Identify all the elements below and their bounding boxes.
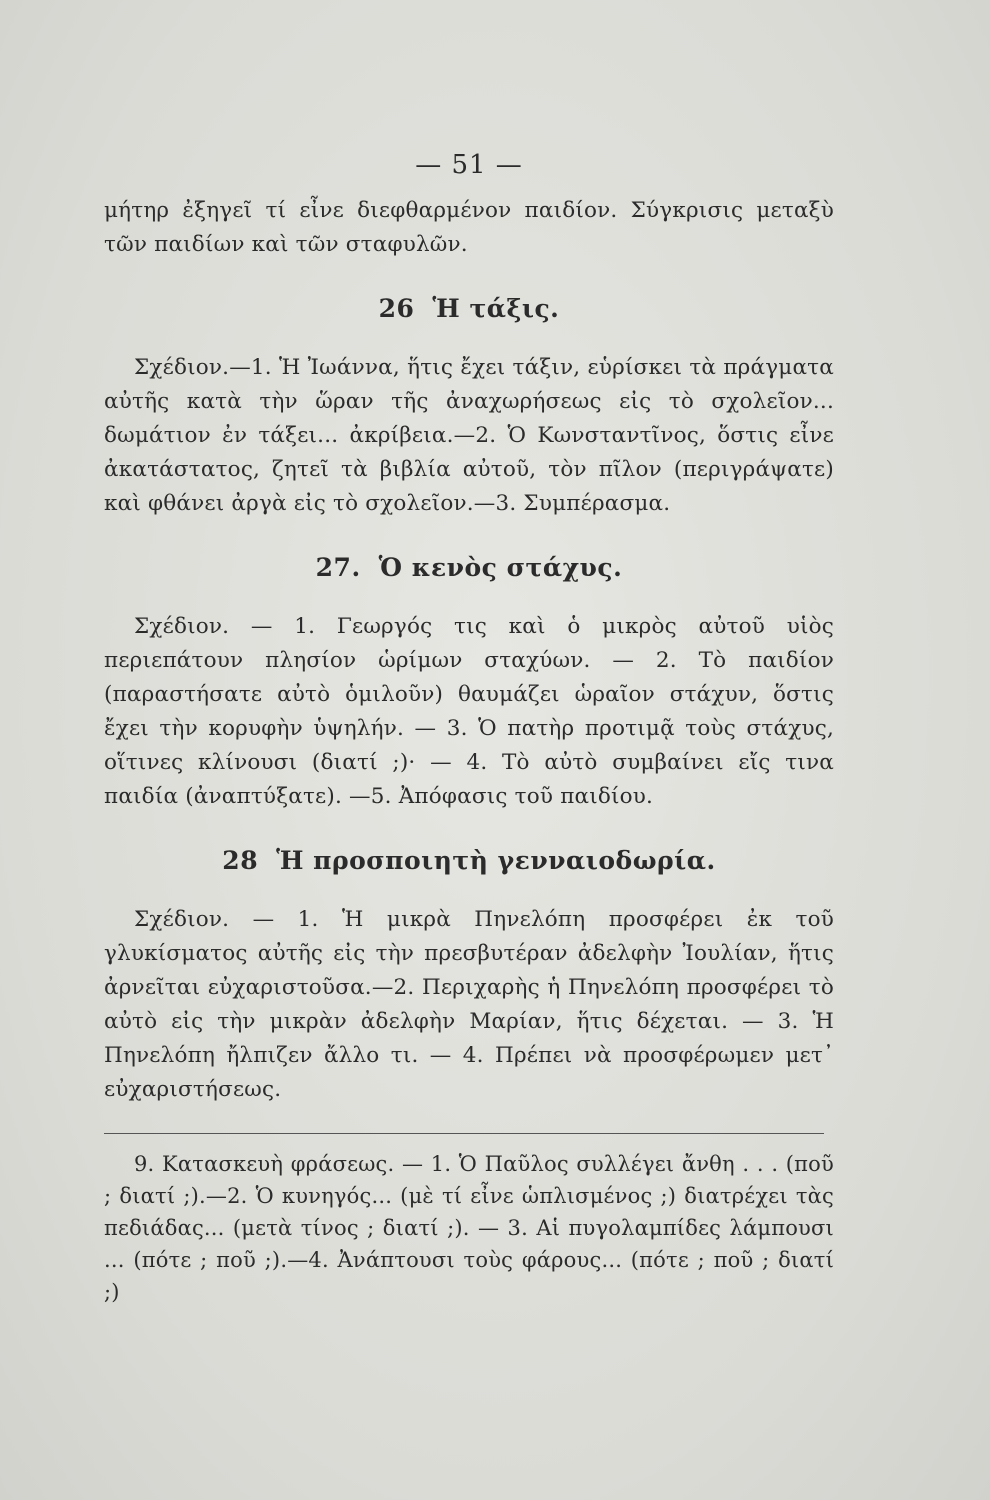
section-body-27: Σχέδιον. — 1. Γεωργός τις καὶ ὁ μικρὸς αὐτοῦ υἱὸς περιεπάτουν πλησίον ὡρίμων σταχύων. — 2. Τὸ παιδίον (παραστήσατε αὐτὸ ὁμιλοῦν) θαυμάζει ὡραῖον στάχυν, ὅστις ἔχει τὴν κορυφὴν ὑψηλήν. — 3. Ὁ πατὴρ προτιμᾷ τοὺς στάχυς, οἵτινες κλίνουσι (διατί ;)· — 4. Τὸ αὐτὸ συμβαίνει εἴς τινα παιδία (ἀναπτύξατε). —5. Ἀπόφασις τοῦ παιδίου. xyxy=(104,614,834,809)
section-title: Ὁ κενὸς στάχυς. xyxy=(378,553,623,582)
section-title: Ἡ προσποιητὴ γενναιοδωρία. xyxy=(276,846,716,875)
page-content xyxy=(104,150,834,1308)
section-title: Ἡ τάξις. xyxy=(432,294,560,323)
section-body-28: Σχέδιον. — 1. Ἡ μικρὰ Πηνελόπη προσφέρει ἐκ τοῦ γλυκίσματος αὐτῆς εἰς τὴν πρεσβυτέραν ἀδελφὴν Ἰουλίαν, ἥτις ἀρνεῖται εὐχαριστοῦσα.—2. Περιχαρὴς ἡ Πηνελόπη προσφέρει τὸ αὐτὸ εἰς τὴν μικρὰν ἀδελφὴν Μαρίαν, ἥτις δέχεται. — 3. Ἡ Πηνελόπη ἤλπιζεν ἄλλο τι. — 4. Πρέπει νὰ προσφέρωμεν μετ᾽ εὐχαριστήσεως. xyxy=(104,907,834,1102)
footnote xyxy=(104,1148,834,1308)
section-number: 27. xyxy=(315,553,361,582)
footnote-text: 9. Κατασκευὴ φράσεως. — 1. Ὁ Παῦλος συλλέγει ἄνθη . . . (ποῦ ; διατί ;).—2. Ὁ κυνηγός... (μὲ τί εἶνε ὡπλισμένος ;) διατρέχει τὰς πεδιάδας... (μετὰ τίνος ; διατί ;). — 3. Αἱ πυγολαμπίδες λάμπουσι ... (πότε ; ποῦ ;).—4. Ἀνάπτουσι τοὺς φάρους... (πότε ; ποῦ ; διατί ;) xyxy=(104,1152,834,1304)
footnote-divider xyxy=(104,1133,824,1134)
section-heading-28 xyxy=(104,846,834,875)
section-number: 28 xyxy=(222,846,259,875)
section-heading-26 xyxy=(104,294,834,323)
section-body-26: Σχέδιον.—1. Ἡ Ἰωάννα, ἥτις ἔχει τάξιν, εὑρίσκει τὰ πράγματα αὐτῆς κατὰ τὴν ὥραν τῆς ἀναχωρήσεως εἰς τὸ σχολεῖον... δωμάτιον ἐν τάξει... ἀκρίβεια.—2. Ὁ Κωνσταντῖνος, ὅστις εἶνε ἀκατάστατος, ζητεῖ τὰ βιβλία αὐτοῦ, τὸν πῖλον (περιγράψατε) καὶ φθάνει ἀργὰ εἰς τὸ σχολεῖον.—3. Συμπέρασμα. xyxy=(104,355,834,516)
page-number: — 51 — xyxy=(415,150,523,180)
section-number: 26 xyxy=(378,294,415,323)
section-heading-27 xyxy=(104,553,834,582)
intro-paragraph: μήτηρ ἐξηγεῖ τί εἶνε διεφθαρμένον παιδίον. Σύγκρισις μεταξὺ τῶν παιδίων καὶ τῶν σταφυλῶν. xyxy=(104,198,834,257)
